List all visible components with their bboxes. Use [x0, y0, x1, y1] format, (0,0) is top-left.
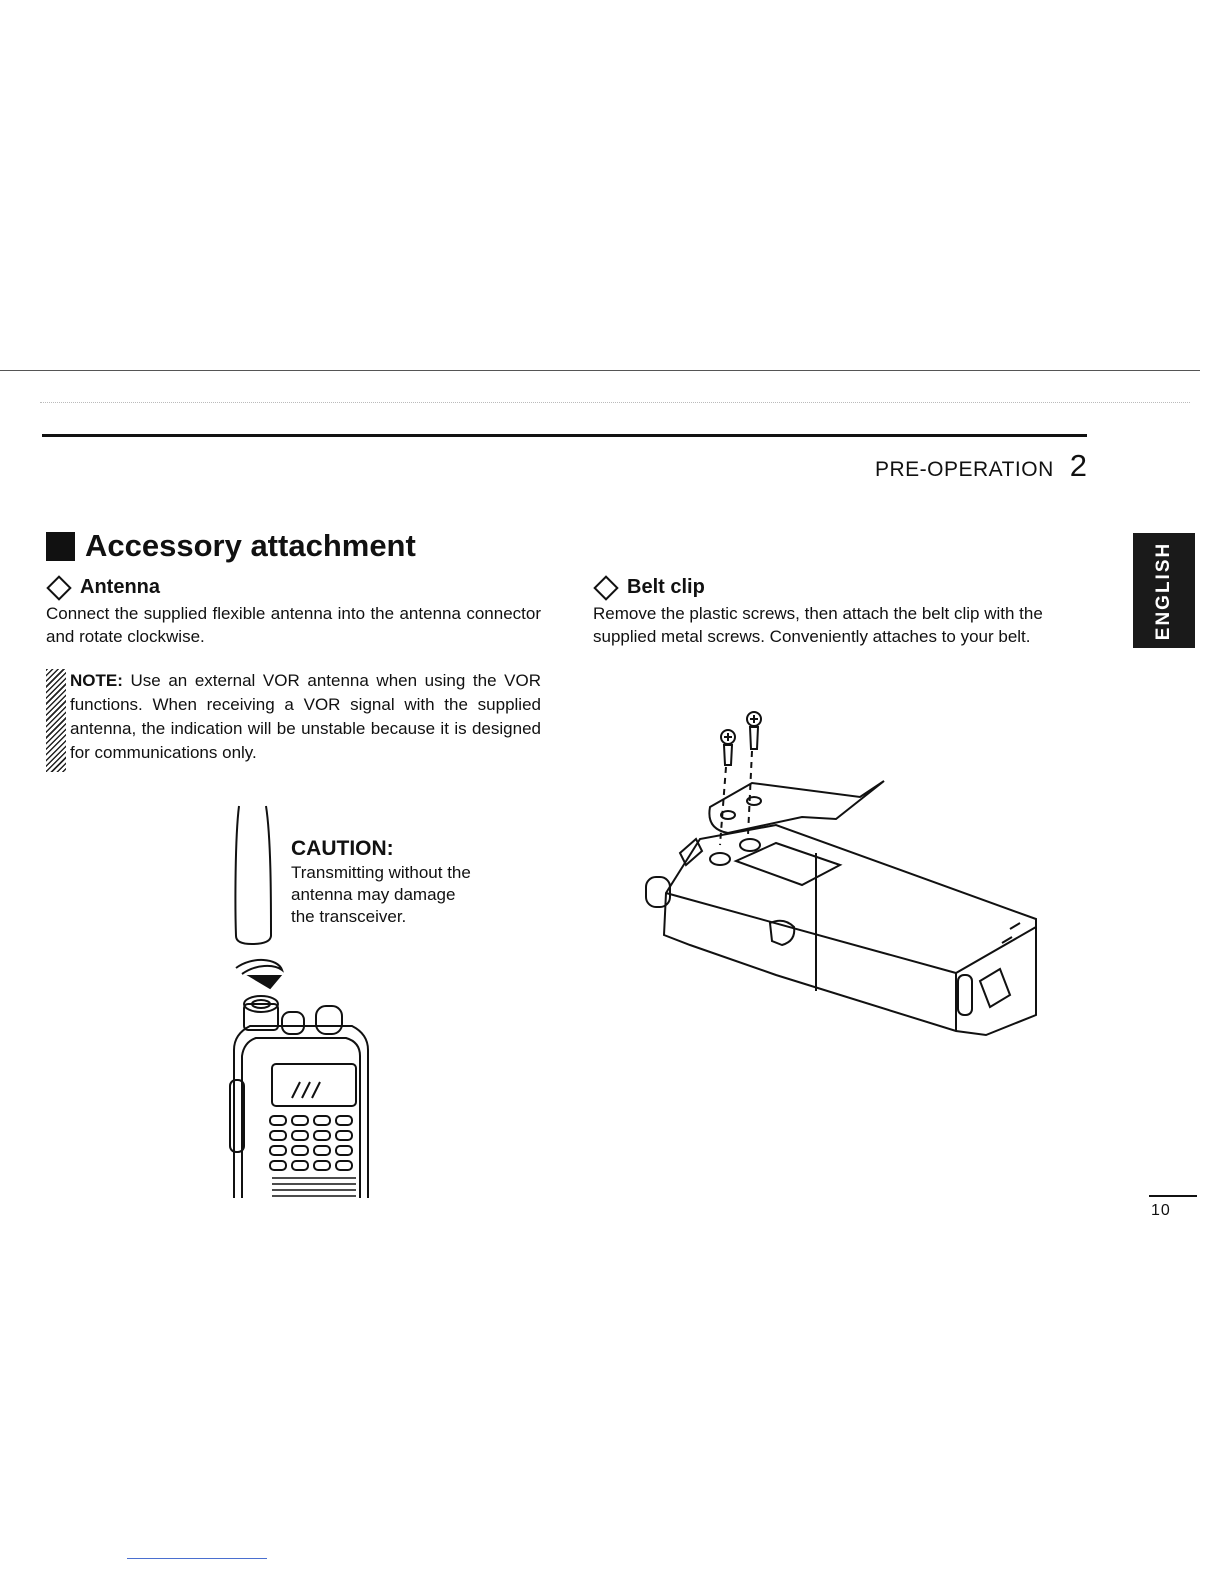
caution-title: CAUTION:: [291, 837, 394, 860]
section-number: 2: [1069, 448, 1087, 483]
page-number: 10: [1151, 1202, 1171, 1219]
header-rule: [42, 434, 1087, 437]
note-hatch-icon: [46, 669, 66, 772]
diamond-icon: [46, 575, 71, 600]
belt-clip-text: Remove the plastic screws, then attach the belt clip with the supplied metal screws. Conveniently attaches to your belt.: [593, 604, 1043, 646]
section-name: PRE-OPERATION: [874, 458, 1054, 481]
caution-line: antenna may damage: [291, 885, 456, 904]
antenna-heading-text: Antenna: [80, 576, 160, 598]
page-number-rule: [1149, 1195, 1197, 1197]
language-tab-label: ENGLISH: [1153, 541, 1175, 640]
belt-clip-heading-text: Belt clip: [627, 576, 705, 598]
antenna-heading: [46, 576, 160, 599]
note-text: Use an external VOR antenna when using the VOR functions. When receiving a VOR signal with the supplied antenna, the indication will be unstable because it is designed for communications only.: [70, 671, 541, 762]
caution-text: [291, 862, 511, 928]
scan-artifact-dots: [40, 402, 1190, 403]
footer-link-underline: [127, 1558, 267, 1559]
diamond-icon: [593, 575, 618, 600]
page-title-text: Accessory attachment: [85, 528, 416, 563]
square-bullet-icon: [46, 532, 75, 561]
scan-artifact-line: [0, 370, 1200, 371]
antenna-shape: [235, 806, 271, 944]
note-body: [70, 669, 541, 772]
section-header: [875, 448, 1087, 484]
belt-clip-illustration: [640, 705, 1050, 1045]
caution-line: Transmitting without the: [291, 863, 471, 882]
belt-clip-heading: [593, 576, 705, 599]
caution-line: the transceiver.: [291, 907, 407, 926]
antenna-text: Connect the supplied flexible antenna into the antenna connector and rotate clockwise.: [46, 604, 541, 646]
language-tab: [1133, 533, 1195, 648]
page-title: [46, 528, 416, 564]
note-label: NOTE:: [70, 671, 123, 690]
note-block: [46, 669, 541, 772]
